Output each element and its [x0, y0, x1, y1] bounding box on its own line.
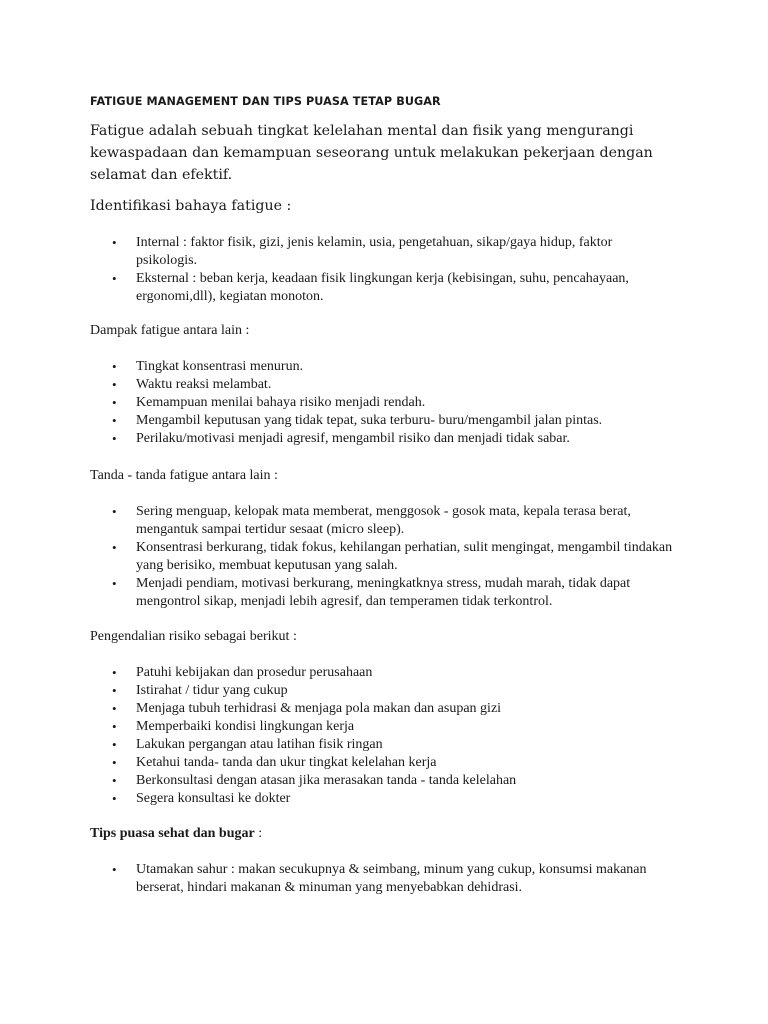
bullet-icon: •: [112, 701, 117, 716]
list-item: • Utamakan sahur : makan secukupnya & seimbang, minum yang cukup, konsumsi makanan berserat, hindari makanan & minuman yang menyebabkan dehidrasi.: [112, 862, 647, 895]
bullet-icon: •: [112, 737, 117, 752]
section-tanda: [90, 467, 690, 611]
section-pengendalian: [90, 628, 690, 808]
section-heading: Identifikasi bahaya fatigue :: [90, 198, 292, 214]
list-item: • Menjadi pendiam, motivasi berkurang, meningkatknya stress, mudah marah, tidak dapat mengontrol sikap, menjadi lebih agresif, dan temperamen tidak terkontrol.: [112, 576, 631, 609]
section-dampak: [90, 322, 690, 448]
bullet-icon: •: [112, 359, 117, 374]
list-item: • Patuhi kebijakan dan prosedur perusahaan: [112, 665, 373, 680]
bullet-icon: •: [112, 271, 117, 286]
section-tips-puasa: [90, 825, 690, 897]
list-item: • Memperbaiki kondisi lingkungan kerja: [112, 719, 355, 734]
intro-paragraph: Fatigue adalah sebuah tingkat kelelahan mental dan fisik yang mengurangi kewaspadaan dan kemampuan seseorang untuk melakukan pekerjaan dengan selamat dan efektif.: [90, 123, 653, 183]
bullet-icon: •: [112, 413, 117, 428]
bullet-icon: •: [112, 719, 117, 734]
list-item: • Menjaga tubuh terhidrasi & menjaga pola makan dan asupan gizi: [112, 701, 502, 716]
section-heading: Pengendalian risiko sebagai berikut :: [90, 629, 297, 644]
bullet-icon: •: [112, 395, 117, 410]
section-heading-bold: Tips puasa sehat dan bugar: [90, 826, 255, 841]
list-item: • Waktu reaksi melambat.: [112, 377, 272, 392]
bullet-list: [90, 861, 690, 897]
document-title: FATIGUE MANAGEMENT DAN TIPS PUASA TETAP BUGAR: [90, 95, 441, 108]
bullet-icon: •: [112, 665, 117, 680]
bullet-icon: •: [112, 540, 117, 555]
bullet-icon: •: [112, 755, 117, 770]
list-item: • Tingkat konsentrasi menurun.: [112, 359, 304, 374]
bullet-icon: •: [112, 683, 117, 698]
bullet-icon: •: [112, 862, 117, 877]
bullet-icon: •: [112, 773, 117, 788]
list-item: • Segera konsultasi ke dokter: [112, 791, 291, 806]
section-heading-suffix: :: [254, 826, 263, 841]
bullet-icon: •: [112, 431, 117, 446]
list-item: • Konsentrasi berkurang, tidak fokus, kehilangan perhatian, sulit mengingat, mengambil tindakan yang berisiko, membuat keputusan yang salah.: [112, 540, 673, 573]
bullet-list: [90, 664, 690, 808]
document-body: [90, 94, 690, 186]
bullet-list: [90, 234, 690, 306]
list-item: • Mengambil keputusan yang tidak tepat, suka terburu- buru/mengambil jalan pintas.: [112, 413, 603, 428]
section-heading: Dampak fatigue antara lain :: [90, 323, 250, 338]
list-item: • Eksternal : beban kerja, keadaan fisik lingkungan kerja (kebisingan, suhu, pencahayaan, ergonomi,dll), kegiatan monoton.: [112, 271, 629, 304]
list-item: • Berkonsultasi dengan atasan jika merasakan tanda - tanda kelelahan: [112, 773, 517, 788]
bullet-icon: •: [112, 576, 117, 591]
list-item: • Lakukan pergangan atau latihan fisik ringan: [112, 737, 383, 752]
bullet-icon: •: [112, 235, 117, 250]
bullet-icon: •: [112, 377, 117, 392]
list-item: • Istirahat / tidur yang cukup: [112, 683, 288, 698]
list-item: • Perilaku/motivasi menjadi agresif, mengambil risiko dan menjadi tidak sabar.: [112, 431, 570, 446]
bullet-list: [90, 503, 690, 611]
section-heading: [90, 825, 690, 843]
list-item: • Ketahui tanda- tanda dan ukur tingkat kelelahan kerja: [112, 755, 437, 770]
bullet-list: [90, 358, 690, 448]
section-heading: Tanda - tanda fatigue antara lain :: [90, 468, 278, 483]
bullet-icon: •: [112, 504, 117, 519]
section-identifikasi: [90, 196, 690, 306]
list-item: • Sering menguap, kelopak mata memberat, menggosok - gosok mata, kepala terasa berat, mengantuk sampai tertidur sesaat (micro sleep).: [112, 504, 631, 537]
bullet-icon: •: [112, 791, 117, 806]
list-item: • Internal : faktor fisik, gizi, jenis kelamin, usia, pengetahuan, sikap/gaya hidup, faktor psikologis.: [112, 235, 613, 268]
list-item: • Kemampuan menilai bahaya risiko menjadi rendah.: [112, 395, 426, 410]
